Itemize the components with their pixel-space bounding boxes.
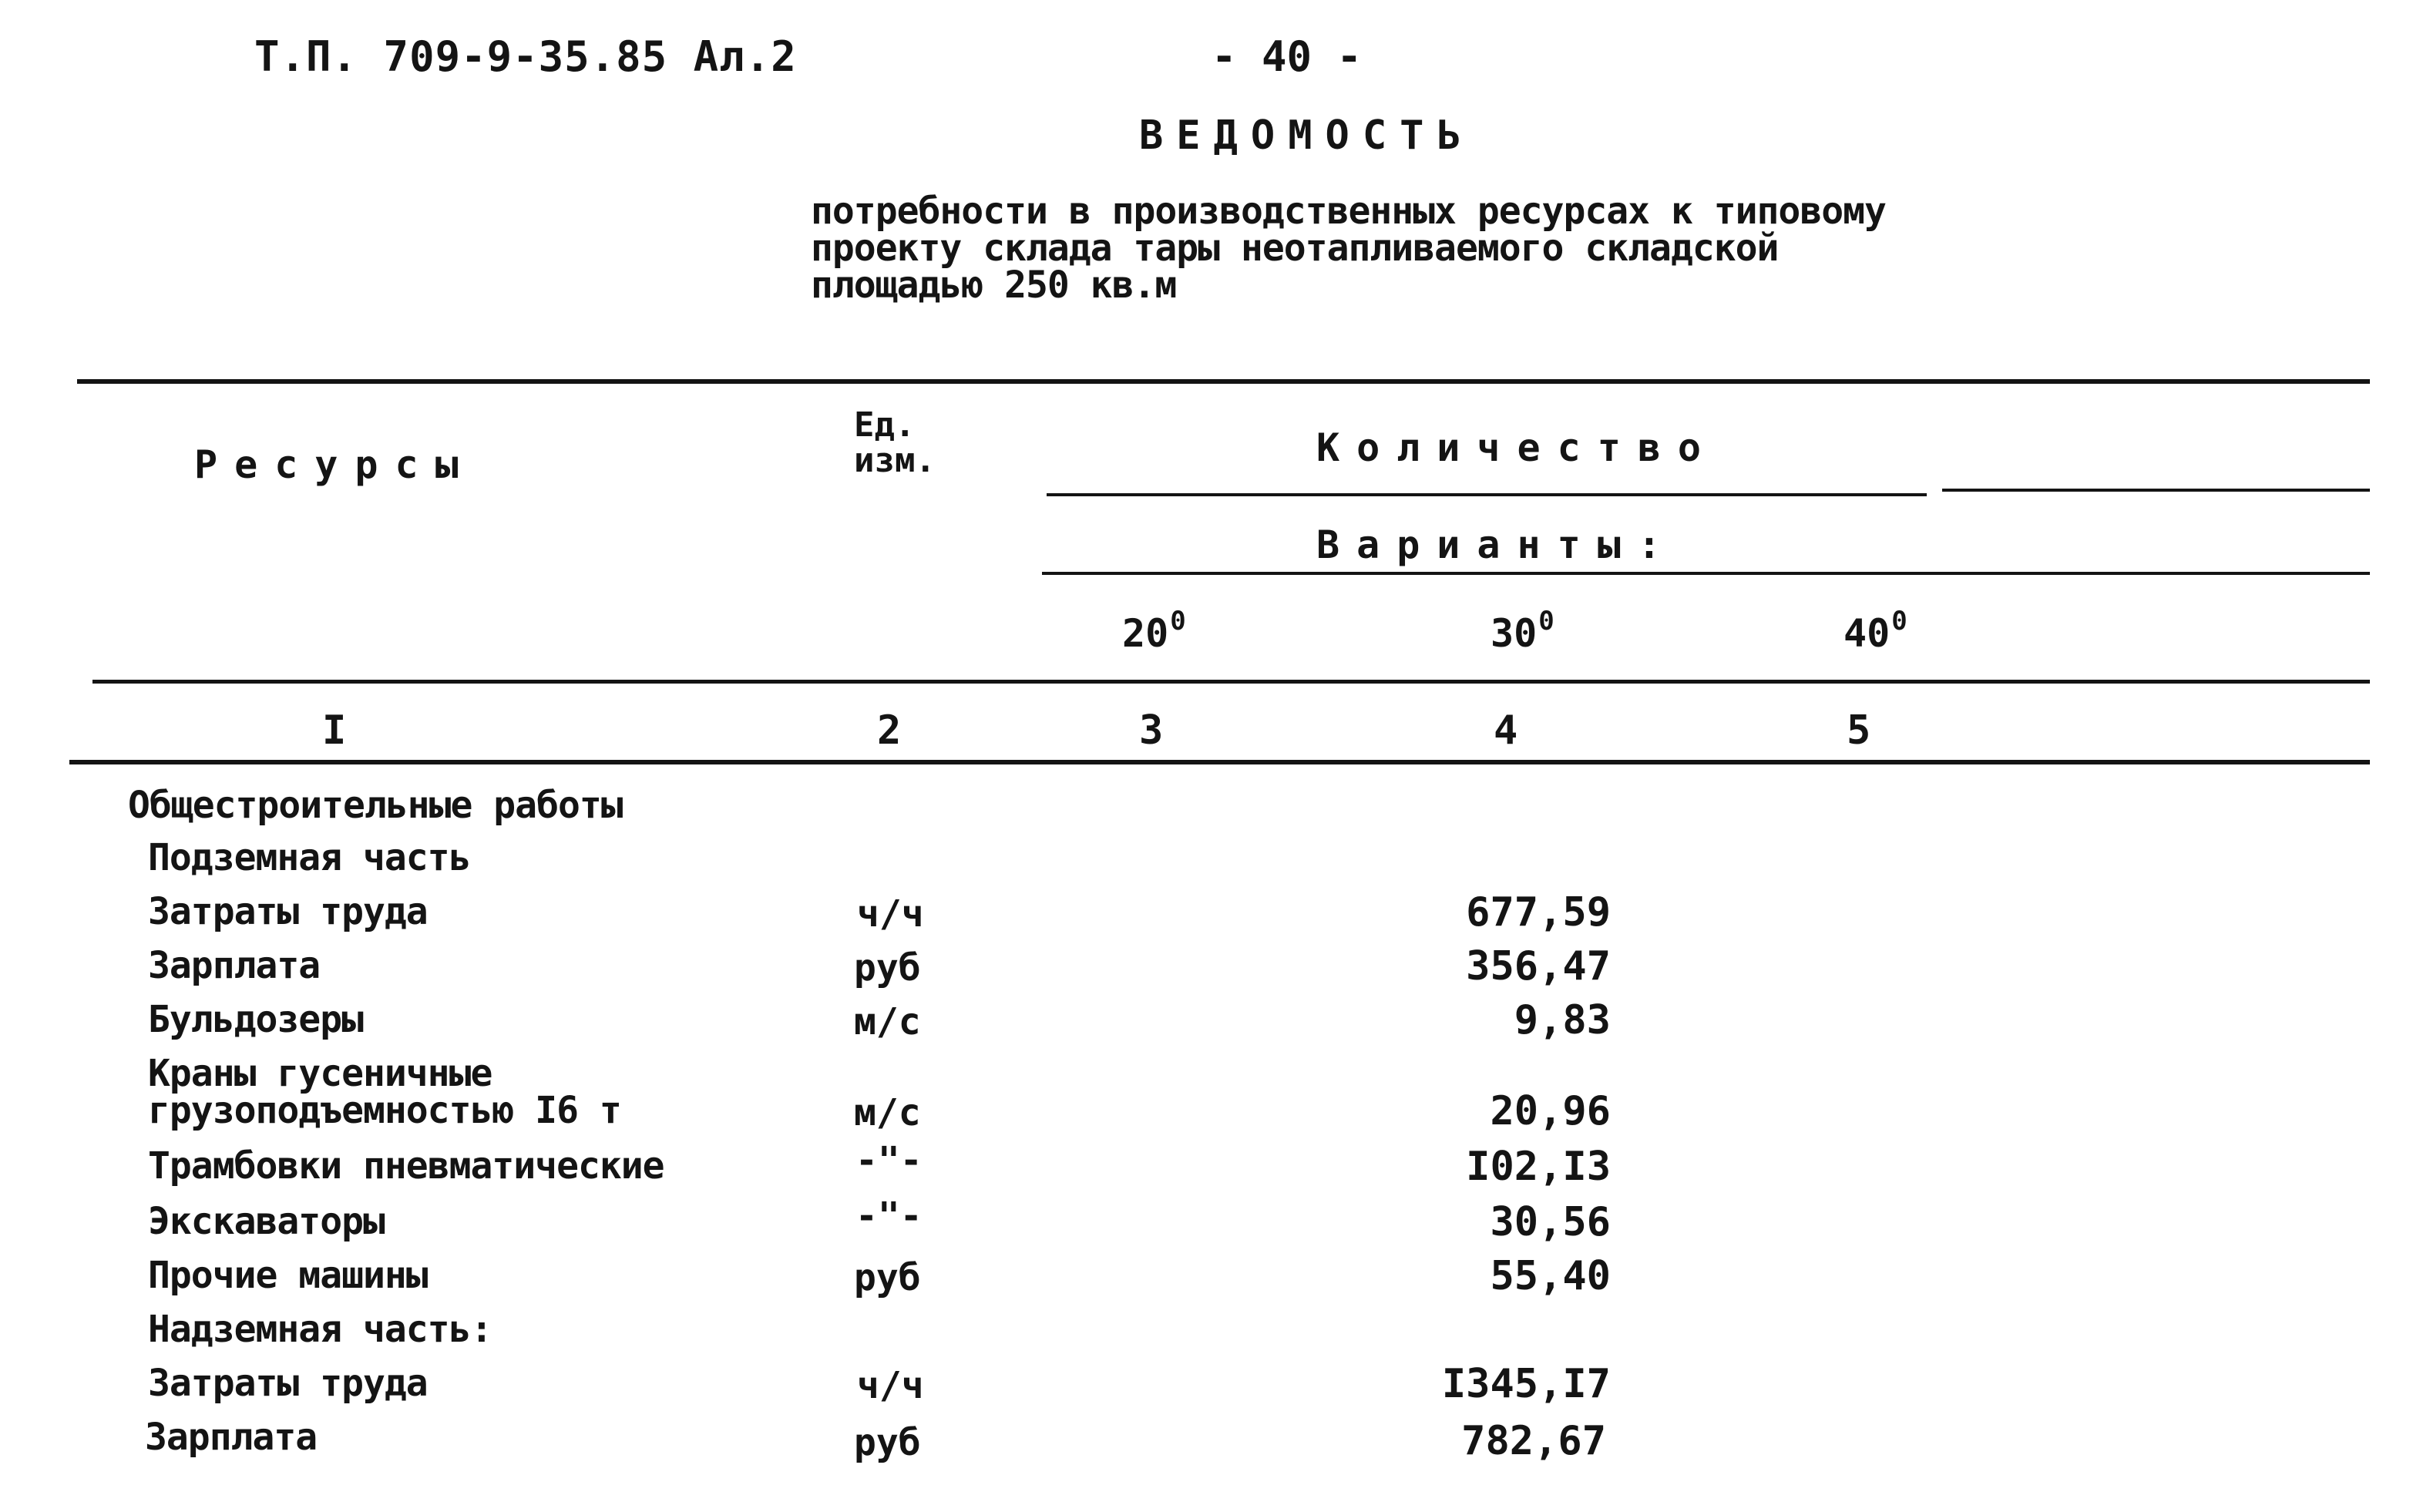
variant-20-header: $20^0$ (1122, 606, 1186, 656)
table-row-unit: м/с (854, 1091, 921, 1134)
section-heading-underground: Подземная часть (148, 836, 471, 879)
section-heading-aboveground: Надземная часть: (148, 1308, 492, 1351)
table-row-label: Краны гусеничные (148, 1052, 492, 1095)
quantity-rule-right (1942, 489, 2370, 492)
column-numbers-rule (69, 760, 2370, 764)
table-row-label: Бульдозеры (148, 998, 363, 1041)
subtitle-line-1: потребности в производственных ресурсах к типовому (811, 190, 1886, 233)
table-row-label-continued: грузоподъемностью I6 т (148, 1089, 621, 1132)
table-row-value: I345,I7 (1441, 1361, 1611, 1407)
table-row-value: I02,I3 (1466, 1144, 1611, 1190)
table-row-label: Затраты труда (148, 1362, 428, 1405)
variant-40-header: $40^0$ (1844, 606, 1907, 656)
table-row-unit: -"- (855, 1194, 923, 1238)
column-number-5: 5 (1847, 707, 1871, 754)
table-row-unit: руб (854, 946, 921, 990)
unit-column-header-line1: Ед. (854, 405, 916, 445)
table-row-value: 20,96 (1490, 1088, 1611, 1134)
column-number-3: 3 (1139, 707, 1164, 754)
table-row-value: 356,47 (1466, 943, 1611, 990)
variants-header: Варианты: (1316, 522, 1678, 567)
table-row-label: Зарплата (145, 1416, 318, 1459)
header-bottom-rule (92, 680, 2370, 684)
table-row-unit: руб (854, 1256, 921, 1299)
table-row-value: 55,40 (1490, 1253, 1611, 1299)
table-row-value: 677,59 (1466, 889, 1611, 936)
table-row-unit: ч/ч (857, 892, 924, 936)
table-row-label: Прочие машины (148, 1254, 428, 1297)
variants-rule (1042, 572, 2370, 575)
subtitle-line-3: площадью 250 кв.м (811, 264, 1177, 307)
table-row-label: Затраты труда (148, 890, 428, 933)
unit-column-header-line2: изм. (854, 441, 936, 480)
page-number: - 40 - (1212, 32, 1363, 81)
column-number-4: 4 (1494, 707, 1518, 754)
document-title: ВЕДОМОСТЬ (1139, 113, 1474, 159)
column-number-2: 2 (877, 707, 902, 754)
table-row-unit: ч/ч (857, 1364, 924, 1407)
table-row-label: Экскаваторы (148, 1200, 385, 1243)
table-top-rule (77, 379, 2370, 384)
quantity-header: Количество (1316, 425, 1719, 470)
table-row-label: Зарплата (148, 944, 321, 987)
section-heading-general-works: Общестроительные работы (128, 784, 623, 827)
table-row-value: 9,83 (1514, 997, 1611, 1043)
column-number-1: I (322, 707, 347, 754)
quantity-rule-left (1047, 493, 1927, 496)
table-row-value: 30,56 (1490, 1199, 1611, 1245)
document-code: Т.П. 709-9-35.85 Ал.2 (254, 32, 797, 81)
variant-30-header: $30^0$ (1491, 606, 1554, 656)
subtitle-line-2: проекту склада тары неотапливаемого складской (811, 227, 1779, 270)
table-row-unit: руб (854, 1421, 921, 1464)
resource-column-header: Ресурсы (194, 442, 476, 487)
table-row-unit: м/с (854, 1000, 921, 1043)
table-row-unit: -"- (855, 1139, 923, 1182)
table-row-value: 782,67 (1461, 1418, 1606, 1464)
table-row-label: Трамбовки пневматические (148, 1144, 664, 1188)
